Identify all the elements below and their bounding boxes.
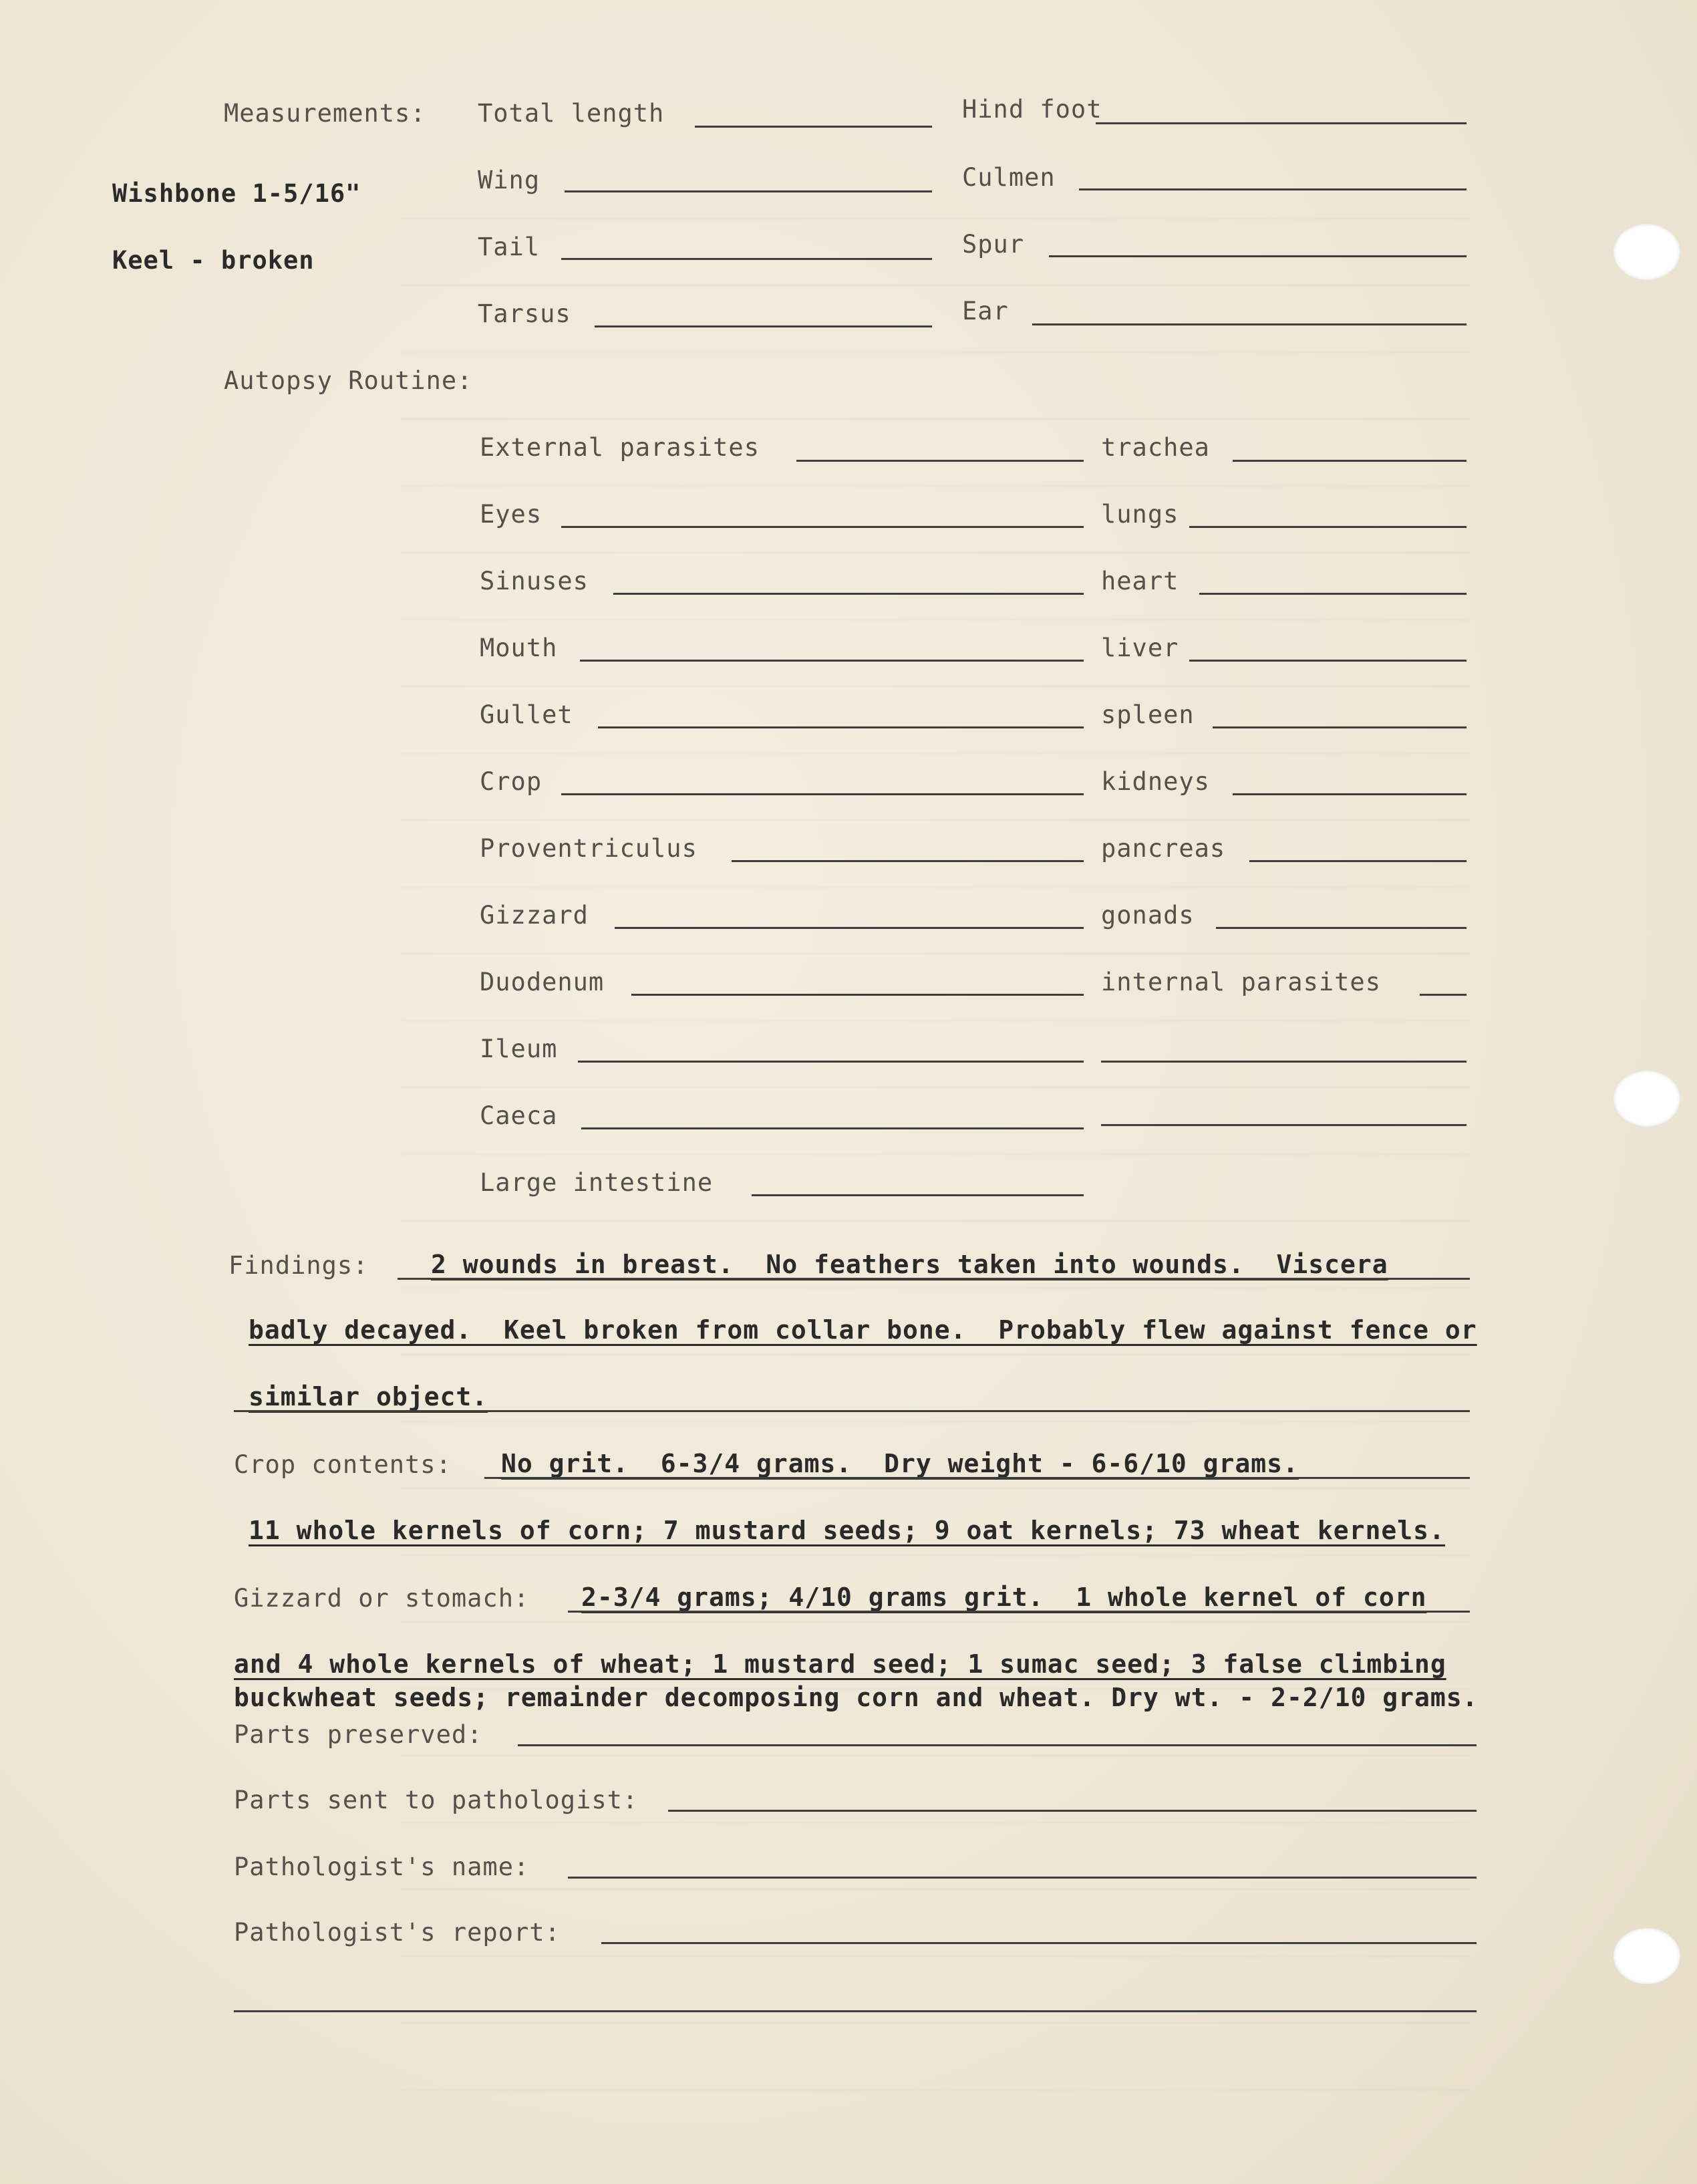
tarsus-label: Tarsus <box>478 299 571 328</box>
punch-hole-bottom <box>1613 1928 1680 1984</box>
autopsy-left-item: Mouth <box>480 634 558 662</box>
findings-line-1: 2 wounds in breast. No feathers taken into wounds. Viscera <box>431 1250 1388 1279</box>
kidneys-field[interactable] <box>1233 793 1467 795</box>
large-intestine-field[interactable] <box>752 1194 1084 1196</box>
autopsy-right-item: gonads <box>1101 901 1195 930</box>
crop-contents-line-1: No grit. 6-3/4 grams. Dry weight - 6-6/10 grams. <box>501 1449 1299 1478</box>
autopsy-left-item: External parasites <box>480 433 760 462</box>
crop-contents-line-2: 11 whole kernels of corn; 7 mustard seeds; 9 oat kernels; 73 wheat kernels. <box>249 1516 1445 1545</box>
liver-field[interactable] <box>1189 660 1467 662</box>
autopsy-left-item: Gullet <box>480 700 573 729</box>
wing-label: Wing <box>478 166 541 194</box>
total-length-field[interactable] <box>695 126 932 128</box>
pathologist-report-field[interactable] <box>601 1942 1477 1944</box>
parts-sent-label: Parts sent to pathologist: <box>234 1786 639 1814</box>
autopsy-right-item: liver <box>1101 634 1179 662</box>
autopsy-right-item: kidneys <box>1101 767 1210 796</box>
ileum-right-field[interactable] <box>1101 1061 1467 1063</box>
lungs-field[interactable] <box>1189 526 1467 528</box>
crop-field[interactable] <box>561 793 1084 795</box>
pathologist-name-label: Pathologist's name: <box>234 1853 530 1881</box>
spur-field[interactable] <box>1049 255 1467 257</box>
caeca-right-field[interactable] <box>1101 1124 1467 1126</box>
findings-line-1-rule <box>398 1278 1470 1280</box>
crop-contents-label: Crop contents: <box>234 1450 452 1479</box>
spleen-field[interactable] <box>1213 726 1467 728</box>
autopsy-right-item: heart <box>1101 567 1179 595</box>
gizzard-line-1-rule <box>568 1611 1470 1613</box>
gizzard-line-3: buckwheat seeds; remainder decomposing corn and wheat. Dry wt. - 2-2/10 grams. <box>234 1683 1479 1712</box>
autopsy-left-item: Caeca <box>480 1101 558 1130</box>
wishbone-note: Wishbone 1-5/16" <box>112 179 361 208</box>
pancreas-field[interactable] <box>1249 860 1467 862</box>
autopsy-right-item: trachea <box>1101 433 1210 462</box>
ear-field[interactable] <box>1032 323 1467 325</box>
culmen-field[interactable] <box>1079 188 1467 190</box>
culmen-label: Culmen <box>962 163 1056 192</box>
autopsy-left-item: Proventriculus <box>480 834 698 863</box>
findings-line-2: badly decayed. Keel broken from collar bone. Probably flew against fence or <box>249 1315 1477 1345</box>
duodenum-field[interactable] <box>631 994 1084 996</box>
autopsy-right-item: spleen <box>1101 700 1195 729</box>
pathologist-report-field-2[interactable] <box>234 2010 1477 2012</box>
findings-line-3: similar object. <box>249 1382 488 1411</box>
gonads-field[interactable] <box>1216 927 1467 929</box>
hind-foot-field[interactable] <box>1096 122 1467 124</box>
proventriculus-field[interactable] <box>732 860 1084 862</box>
autopsy-left-item: Duodenum <box>480 968 605 996</box>
crop-contents-line-1-rule <box>484 1477 1470 1479</box>
hind-foot-label: Hind foot <box>962 95 1102 124</box>
ear-label: Ear <box>962 297 1009 325</box>
autopsy-left-item: Large intestine <box>480 1168 714 1197</box>
autopsy-right-item: lungs <box>1101 500 1179 529</box>
tail-field[interactable] <box>561 258 932 260</box>
mouth-field[interactable] <box>580 660 1084 662</box>
spur-label: Spur <box>962 230 1025 259</box>
autopsy-right-item: internal parasites <box>1101 968 1381 996</box>
autopsy-left-item: Eyes <box>480 500 543 529</box>
eyes-field[interactable] <box>561 526 1084 528</box>
findings-label: Findings: <box>228 1251 369 1280</box>
keel-note: Keel - broken <box>112 246 315 275</box>
internal-parasites-field[interactable] <box>1420 994 1467 996</box>
wing-field[interactable] <box>565 190 932 192</box>
findings-line-3-rule <box>234 1410 1470 1412</box>
autopsy-left-item: Gizzard <box>480 901 589 930</box>
punch-hole-middle <box>1613 1071 1680 1127</box>
tarsus-field[interactable] <box>595 325 932 327</box>
measurements-label: Measurements: <box>224 99 426 128</box>
external-parasites-field[interactable] <box>796 460 1084 462</box>
pathologist-report-label: Pathologist's report: <box>234 1918 561 1947</box>
gizzard-stomach-label: Gizzard or stomach: <box>234 1584 530 1613</box>
ileum-field[interactable] <box>578 1061 1084 1063</box>
autopsy-routine-label: Autopsy Routine: <box>224 366 473 395</box>
punch-hole-top <box>1613 224 1680 280</box>
pathologist-name-field[interactable] <box>568 1877 1477 1879</box>
gullet-field[interactable] <box>598 726 1084 728</box>
heart-field[interactable] <box>1199 593 1467 595</box>
gizzard-line-2: and 4 whole kernels of wheat; 1 mustard seed; 1 sumac seed; 3 false climbing <box>234 1649 1446 1679</box>
autopsy-left-item: Ileum <box>480 1035 558 1063</box>
autopsy-right-item: pancreas <box>1101 834 1226 863</box>
gizzard-line-1: 2-3/4 grams; 4/10 grams grit. 1 whole kernel of corn <box>581 1583 1427 1612</box>
caeca-field[interactable] <box>581 1127 1084 1129</box>
sinuses-field[interactable] <box>613 593 1084 595</box>
parts-preserved-field[interactable] <box>518 1744 1477 1746</box>
autopsy-left-item: Crop <box>480 767 543 796</box>
parts-preserved-label: Parts preserved: <box>234 1720 483 1749</box>
parts-sent-field[interactable] <box>668 1810 1477 1812</box>
trachea-field[interactable] <box>1233 460 1467 462</box>
autopsy-left-item: Sinuses <box>480 567 589 595</box>
tail-label: Tail <box>478 233 541 261</box>
total-length-label: Total length <box>478 99 665 128</box>
gizzard-field[interactable] <box>615 927 1084 929</box>
